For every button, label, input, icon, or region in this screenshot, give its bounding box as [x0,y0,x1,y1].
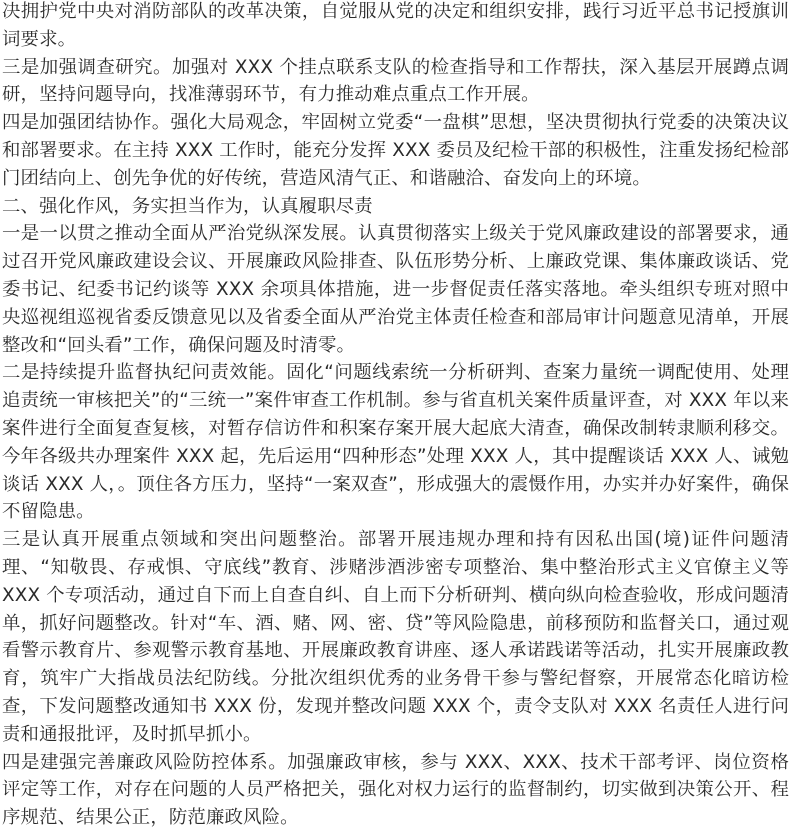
paragraph: 决拥护党中央对消防部队的改革决策，自觉服从党的决定和组织安排，践行习近平总书记授旗训词要求。 [2,1,789,50]
paragraph: 一是一以贯之推动全面从严治党纵深发展。认真贯彻落实上级关于党风廉政建设的部署要求，通过召开党风廉政建设会议、开展廉政风险排查、队伍形势分析、上廉政党课、集体廉政谈话、党委书记、纪委书记约谈等 XXX 余项具体措施，进一步督促责任落实落地。牵头组织专班对照中央巡视组巡视省委反馈意见以及省委全面从严治党主体责任检查和部局审计问题意见清单，开展整改和“回头看”工作，确保问题及时清零。 [2,223,789,356]
paragraph: 三是认真开展重点领域和突出问题整治。部署开展违规办理和持有因私出国(境)证件问题清理、“知敬畏、存戒惧、守底线”教育、涉赌涉酒涉密专项整治、集中整治形式主义官僚主义等 XXX 个专项活动，通过自下而上自查自纠、自上而下分析研判、横向纵向检查验收，形成问题清单，抓好问题整改。针对“车、酒、赌、网、密、贷”等风险隐患，前移预防和监督关口，通过观看警示教育片、参观警示教育基地、开展廉政教育讲座、逐人承诺践诺等活动，扎实开展廉政教育，筑牢广大指战员法纪防线。分批次组织优秀的业务骨干参与警纪督察，开展常态化暗访检查，下发问题整改通知书 XXX 份，发现并整改问题 XXX 个，责令支队对 XXX 名责任人进行问责和通报批评，及时抓早抓小。 [2,529,789,745]
paragraph: 三是加强调查研究。加强对 XXX 个挂点联系支队的检查指导和工作帮扶，深入基层开展蹲点调研，坚持问题导向，找准薄弱环节，有力推动难点重点工作开展。 [2,56,789,106]
paragraph: 四是建强完善廉政风险防控体系。加强廉政审核，参与 XXX、XXX、技术干部考评、岗位资格评定等工作，对存在问题的人员严格把关，强化对权力运行的监督制约，切实做到决策公开、程序规范、结果公正，防范廉政风险。 [2,751,789,829]
section-heading: 二、强化作风，务实担当作为，认真履职尽责 [2,195,373,217]
paragraph: 四是加强团结协作。强化大局观念，牢固树立党委“一盘棋”思想，坚决贯彻执行党委的决策决议和部署要求。在主持 XXX 工作时，能充分发挥 XXX 委员及纪检干部的积极性，注重发扬纪检部门团结向上、创先争优的好传统，营造风清气正、和谐融洽、奋发向上的环境。 [2,112,789,189]
paragraph: 二是持续提升监督执纪问责效能。固化“问题线索统一分析研判、查案力量统一调配使用、处理追责统一审核把关”的“三统一”案件审查工作机制。参与省直机关案件质量评查，对 XXX 年以来案件进行全面复查复核，对暂存信访件和积案存案开展大起底大清查，确保改制转隶顺利移交。今年各级共办理案件 XXX 起，先后运用“四种形态”处理 XXX 人，其中提醒谈话 XXX 人、诫勉谈话 XXX 人，。顶住各方压力，坚持“一案双查”，形成强大的震慑作用，办实并办好案件，确保不留隐患。 [2,362,789,523]
document-body [2,0,789,832]
